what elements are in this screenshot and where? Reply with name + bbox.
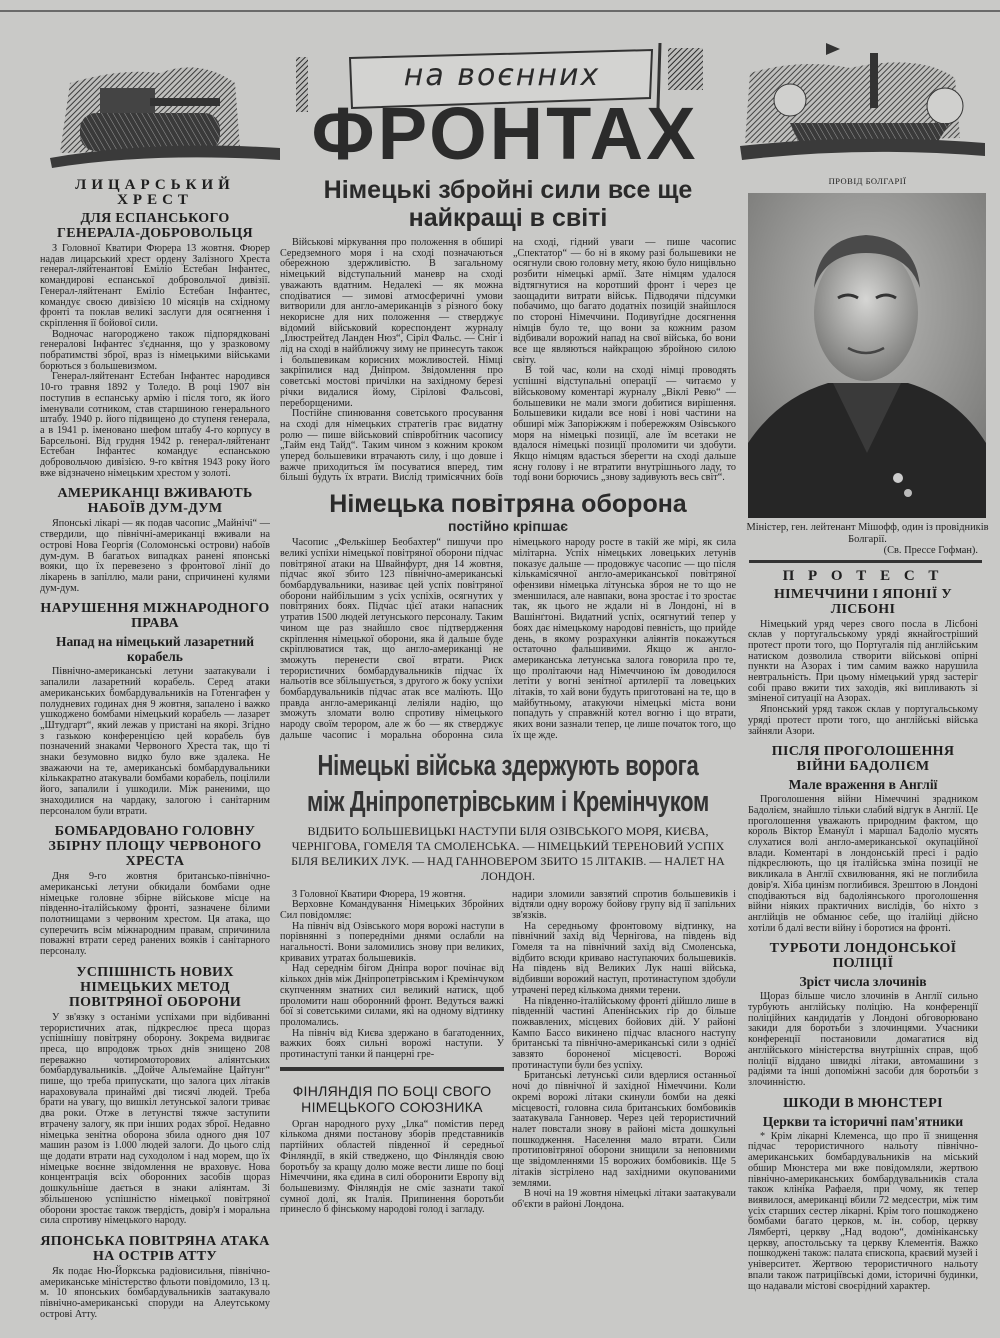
page-top-border <box>0 10 1000 12</box>
article <box>40 486 270 594</box>
masthead <box>0 28 1000 173</box>
photo-credit: (Св. Прессе Гофман). <box>883 545 978 556</box>
subheadline: постійно кріпшає <box>448 518 568 535</box>
headline: ФІНЛЯНДІЯ ПО БОЦІ СВОГО НІМЕЦЬКОГО СОЮЗНИКА <box>292 1082 492 1115</box>
portrait-photo <box>748 193 986 518</box>
paragraph: Постійне спинювання советського просування на сході для німецьких стратегів грає видатну ролю — пише військовий співробітник часопису „Тайм енд Тайд“. Таким чином з кожним кроком уперед большевики втрачають силу, і що довше і важче приходиться їм посуватися вперед, тим більші будуть їх втрати. Вислід тримісячних боїв на сході, гідний уваги — пише часопис „Спектатор“ — бо ні в якому разі большевики не осягнули свою головну мету, якою було нищівльно розбити німецькі армії. Зате німцям удалося відтягнутися на коротший фронт і через це заощадити витрати військ. Підводячи підсумки побачимо, що багато додатніх позицій знайшлося по стороні Німеччини. Подивуґідне досягнення німців було те, що вони за кожним разом відбивали ворожий напад на свої війська, бо вони все ще являються найкращою збройною силою світу. <box>280 237 736 484</box>
article <box>40 1234 270 1321</box>
article-body <box>40 1013 270 1227</box>
paragraph: Щораз більше число злочинів в Англії сильно турбують англійську поліцію. На конференції поліційних кандидатів у Лондоні обговорювано закиди для боротьби з злочинцями. Учасники конференції постановили домагатися від англійського міністерства внутрішніх справ, щоб поліції віддано швидкі літаки, автомашини з радіями та інші допоміжні засоби для боротьби з злочинністю. <box>748 991 978 1088</box>
article-subheadline: НІМЕЧЧИНИ І ЯПОНІЇ У ЛІСБОНІ <box>773 586 952 617</box>
paragraph: На північ від Озівського моря ворожі наступи в порівнянні з попередніми днями ослабли на нагальності. Вони заломились знову при великих, кривавих утратах большевиків. <box>280 920 504 964</box>
article-subheadline: ДЛЯ ЕСПАНСЬКОГО ГЕНЕРАЛА-ДОБРОВОЛЬЦЯ <box>57 211 253 241</box>
headline: Німецька повітряна оборона <box>329 490 687 519</box>
headline-line2-text: між Дніпропетрівським і Кремінчуком <box>307 784 709 818</box>
article <box>40 824 270 958</box>
paragraph: Часопис „Фелькішер Беобахтер“ пишучи про великі успіхи німецької повітряної оборони підчас повітряної атаки на Швайнфурт, дня 14 жовтня, підчас якої збито 123 північно-американські бомбардувальники, називає цей успіх повітряної оборони найбільшим з усіх успіхів, осягнутих у повітряних боях. Підчас цієї атаки напасник утратив 1500 людей летунського персоналу. Таким чином ще раз знайшло своє підтвердження скріплення німецької оборони, яка й дальше буде скріплюватися так, що англо-американці не зможуть перенести свої втрати. Риск терористичних бомбардувальників підчас їх нальотів все збільшується, з другого ж боку успіхи бомбардувальників підчас атак все маліють. Що правда англо-американці леліяли надію, що зможуть зломати волю спротиву німецького народу своїм терором, але ж бо — як стверджує дальше часопис і моральна оборонна сила німецького народу росте в такій же мірі, як сила мілітарна. Успіх німецьких ловецьких летунів показує дальше — продовжує часопис — що після кількамісячної англо-американської повітряної офензиви німецька літунська зброя не то що не зменшилася, але навпаки, вона зростає і то зростає так, як цього не ждали ні в Лондоні, ні в Вашінґтоні. Видатний успіх, осягнутий тепер у боях дає німецькому народові певність, що прийде день, в якому розрахунки аліянтів покажуться остаточно фальшивими. Якщо ж англо-американська летунська залога говорила про те, що пролітаючи над Німеччиною їм доводилося летіти у вогні зенітної артилерії та ловецьких літаків, то хай вони будуть приготовані на те, що в майбутньому, атакуючи німецькі міста вони попадуть у справжній котел вогню і що втрати, яких вони зазнали тепер, це лише початок того, що їх ще жде. <box>280 537 736 741</box>
paragraph: На середньому фронтовому відтинку, на північний захід від Чернігова, на південь від Гомеля та на північний захід від Смоленська, відбито всюди криваво наступаючих большевиків. На південь від Великих Лук наші війська, відбивши ворожий наступ, протинаступом здобули утрачені перед кількома днями терени. <box>512 920 736 996</box>
paragraph: Дня 9-го жовтня британсько-північно-американські летуни обкидали бомбами одне німецьке головне збірне військове місце на південно-італійському фронті, зазначене білими полотнищами з червоним хрестом. Ця атака, що суперечить всім міжнародним правам, спричинила поважні втрати серед ранених вояків і санітарного персоналу. <box>40 871 270 958</box>
article-body <box>280 538 736 741</box>
paragraph: В той час, коли на сході німці проводять успішні відступальні операції — читаємо у військовому коментарі журналу „Віклі Ревю“ — большевики не мали змоги добитися вирішення. Большевики кидали все нові і нові частини на обширі між Запоріжжям і побережжям Озівського моря на німецькі позиції, але їм всетаки не вдалося німецькі позиції проломити чи здобути. Якщо німцям вдасться зберегти на сході дальше ясну голову і не втратити внутрішнього ладу, то тоді вони борючись „знову задивують весь світ“. <box>513 365 736 484</box>
paragraph: Німецький уряд через свого посла в Лісбоні склав у португальському уряді якнайгостріший протест проти того, що Португалія під англійським натиском дозволила створити військові опірні пункти на Азорах і тим самим важко нарушила невтральність. При цьому німецький уряд застеріг собі право вжити тих заходів, які випливають зі зміненої ситуації на Азорах. <box>748 618 978 705</box>
paragraph: Верховне Командування Німецьких Збройних Сил повідомляє: <box>280 899 504 921</box>
paragraph: На північ від Києва здержано в багатоденних, важких боях сильні ворожі наступи. У протинаступі танки й панцерні гре- <box>280 1027 504 1061</box>
paragraph: Японський уряд також склав у португальському уряді протест проти того, що англійські війська зайняли Азори. <box>748 704 978 737</box>
article-body <box>748 1132 978 1293</box>
tank-illustration-icon <box>50 67 280 168</box>
article-headline: НАРУШЕННЯ МІЖНАРОДНОГО ПРАВА <box>40 601 270 632</box>
article-finland <box>280 1083 504 1216</box>
paragraph: Водночас нагороджено також підпорядковані генералові Інфантес з'єднання, що у зразковому побратимстві зброї, враз із німецькими військами борються з большевизмом. <box>40 328 270 372</box>
paragraph: Генерал-ляйтенант Естебан Інфантес народився 10-го травня 1892 у Толедо. В році 1907 він поступив в еспанську армію і після того, як його іменували сотником, став старшиною генерального штабу. 1940 р. його підвищено до ступеня генерала, а в 1941 р. іменовано шефом штабу 4-го корпусу в Барсельоні. Від грудня 1942 р. генерал-ляйтенант Естебан Інфантес командує еспанською добровольчою дивізією. 9-го квітня 1943 року його вже відзначено німецьким хрестом у золоті. <box>40 371 270 479</box>
headline-line1-text: Німецькі війська здержують ворога <box>317 748 699 782</box>
masthead-line1: на воєнних <box>403 58 601 93</box>
paragraph: Військові міркування про положення в обширі Середземного моря і на сході позначаються обережною здержливістю. В загальному німецький відступальний маневр на сході уважають вдатним. Недалекі — як можна сподіватися — зимові атмосферичні умови витворили для англо-американців з різного боку некорисне для них положення — стверджує відомий військовий кореспондент журналу „Ілюстрейтед Ланден Нюз“, Сіріл Фальс. — Сніг і лід на сході в найближчу зиму не принесуть також і большевикам корисних можливостей. Німці закріпилися над Дніпром. Звідомлення про советські мостові причілки на західному березі річки видалися йому, Сіріловi Фальсові, переборщеними. <box>280 237 503 409</box>
divider <box>749 560 982 563</box>
paragraph: З Головної Кватири Фюрера, 19 жовтня. <box>292 888 466 900</box>
article-subheadline: Церкви та історичні пам'ятники <box>762 1113 964 1129</box>
article-body <box>748 795 978 934</box>
photo-feature <box>745 176 990 563</box>
article <box>748 744 978 934</box>
headline: Німецькі збройні сили все ще найкращі в світі <box>323 176 693 232</box>
article-body <box>40 244 270 479</box>
photo-heading: ПРОВІД БОЛГАРІЇ <box>828 176 907 186</box>
front-report-column-right <box>512 890 736 1211</box>
center-column <box>280 176 736 1216</box>
article-headline: ШКОДИ В МЮНСТЕРІ <box>783 1095 943 1111</box>
article-headline: ТУРБОТИ ЛОНДОНСЬКОЇ ПОЛІЦІЇ <box>769 941 957 972</box>
article <box>748 1096 978 1293</box>
article <box>40 601 270 817</box>
article-body <box>280 238 736 484</box>
front-report-column-left <box>280 890 504 1061</box>
paragraph: На південно-італійському фронті дійшло лише в південній частині Апенінських гір до більше пожвавлених, місцевих бойових дій. У районі Кампо Бассо викинено підчас власного наступу британські та північно-американські сили з однієї завзято бороненої місцевості. Ворожі протинаступи були без успіху. <box>512 995 736 1071</box>
article-front-report <box>280 748 736 1217</box>
paragraph: Над середнім бігом Дніпра ворог почінає від кількох днів між Дніпропетрівським і Кремінчуком скупченням знатних сил великий натиск, щоб проломити наш оборонний фронт. Ведуться важкі бої зі советськими силами, які на одному відтинку проломались. <box>280 963 504 1028</box>
front-report-left-stack <box>280 890 504 1217</box>
masthead-title: ФРОНТАХ <box>311 92 699 175</box>
article-body <box>40 519 270 594</box>
paragraph: Британські летунські сили вдерлися останньої ночі до північної й західної Німеччини. Коли окремі ворожі літаки скинули бомби на деякі місцевості, головна сила британських бомбовиків заатакувала Ганновер. Через цей терористичний налет повстали знову в районі міста дошкульні пошкодження. Населення мало втрати. Сили протиповітряної оборони знищили за неповними ще звідомленнями 15 ворожих бомбовиків. Ще 5 літаків зістрілено над західними окупованими землями. <box>512 1070 736 1189</box>
article <box>40 178 270 479</box>
paragraph: У зв'язку з останіми успіхами при відбиванні терористичних атак, підкреслює преса щораз успішнішу повітряну оборону. Зокрема видвигає преса, що впродовж трьох днів знищено 208 переважно чотиромоторових аліянтських бомбардувальників. „Дойче Альґемайне Цайтунг“ пише, що треба припускати, що залога цих літаків нараховувала принаймі дві тисячі людей. Треба брати на увагу, що вишкіл летунської залоги триває два роки. Отже в летунстві тяжче заступити втрачену залогу, як при інших родах зброї. Недавно німецька зенітна оборона збила одного дня 107 машин разом із 1.000 людей залоги. До цього слід ще додати втрати над суходолом і над морем, що їх німецьке воєнне звідомлення не враховує. Нова концентрація всіх оборонних засобів щораз дошкульніше дається в знаки аліянтам. Зі збільшеною успішністю німецької повітряної оборони зростає також твердість, довір'я і моральна сила спротиву німецького народу. <box>40 1011 270 1227</box>
article-headline: УСПІШНІСТЬ НОВИХ НІМЕЦЬКИХ МЕТОД ПОВІТРЯНОЇ ОБОРОНИ <box>68 964 242 1010</box>
article-headline: ЯПОНСЬКА ПОВІТРЯНА АТАКА НА ОСТРІВ АТТУ <box>40 1233 270 1264</box>
front-report-columns <box>280 890 736 1217</box>
article-headline: АМЕРИКАНЦІ ВЖИВАЮТЬ НАБОЇВ ДУМ-ДУМ <box>57 486 253 517</box>
right-column-wrapper <box>745 176 990 1299</box>
article-body <box>40 872 270 958</box>
article <box>40 965 270 1227</box>
article-subheadline: Мале враження в Англії <box>788 777 938 793</box>
paragraph: Північно-американські летуни заатакували і запалили лазаретний корабель. Серед атаки американських бомбардувальників на Готенгафен у полудневих годинах дня 9 жовтня, запалено і важко ушкоджено бомбами німецький корабель — лазарет „Штудгарт“, який лежав у пристані на якорі. Згідно з газькою конференцією цей корабель був позначений знаками Червоного Хреста так, що ті знаки безумовно видко було вже здалека. Не зважаючи на те, американські бомбардувальники кількакратно атакували бомбами корабель, поцілили його, запалили і ушкодили. Між раненими, що знаходилися на чардаку, залогою і санітарним персоналом були втрати. <box>40 666 270 817</box>
front-report-subheadline: ВІДБИТО БОЛЬШЕВИЦЬКІ НАСТУПИ БІЛЯ ОЗІВСЬКОГО МОРЯ, КИЄВА, ЧЕРНІГОВА, ГОМЕЛЯ ТА СМОЛЕНСЬКА. — НІМЕЦЬКИЙ ТЕРЕНОВИЙ УСПІХ БІЛЯ ВЕЛИКИХ ЛУК. — НАД ГАННОВЕРОМ ЗБИТО 15 ЛІТАКІВ. — НАЛЕТ НА ЛОНДОН. <box>291 823 725 883</box>
paragraph: * Крім лікарні Клеменса, що про її знищення підчас терористичного нальоту північно-американських бомбардувальників на міський обшир Мюнстера ми вже повідомляли, жертвою північно-американських бомбардувальників стала також клініка Рафаеля, при чому, як тепер виявилося, американці вбили 72 медсестри, між тим усіх старших сестер лікарні. Крім того пошкоджено бомбами багато церков, м. ін. собор, церкву Лямберті, церкву „Над водою“, домініканську церкву, апостольську та церкву Клементія. Важко пошкоджені також: палата єпископа, краєвий музей і університет. Жертвою терористичного нальоту впали також патриціївські доми, історичні будинки, що надавали містові своєрідний характер. <box>748 1130 978 1292</box>
photo-caption: Міністер, ген. лейтенант Мішофф, один із провідників Болгарії. <box>746 522 989 545</box>
left-column <box>40 178 270 1327</box>
paragraph: З Головної Кватири Фюрера 13 жовтня. Фюрер надав лицарський хрест ордену Залізного Хреста генерал-ляйтенантові Еміліо Естебан Інфантес, командирові еспанської добровольчої дивізії. Генерал-ляйтенант Еміліо Естебан Інфантес, командує своєю дивізією 10 місяців на східному фронті та поклав великі заслуги для осягнення і скріплення її бойової сили. <box>40 243 270 329</box>
article-body <box>40 667 270 817</box>
article-subheadline: Зріст числа злочинів <box>799 974 927 990</box>
paragraph: надири зломили завзятий спротив большевиків і відтяли одну ворожу бойову групу від її запільних зв'язків. <box>512 888 736 921</box>
article-subheadline: Напад на німецький лазаретний корабель <box>55 634 255 665</box>
paragraph: Проголошення війни Німеччині зрадником Бадолієм, знайшло тільки слабий відгук в Англії. Це проголошення уважають природним фактом, що король Віктор Емануїл і маршал Бадоліо мусять слухатися волі англо-американської окупаційної влади. Коментарі в лондонській пресі і радіо підкреслюють, що ця італійська зміна позиції не викликала в Англії схвилювання, які не поглибила довір'я. Хіба цинізм поглибився. Зрештою в Лондоні сподіваються від бадоліянського проголошення війни ніяких практичних вислідів, бо ніхто з англійців не обманює себе, що італійці дійсно хотіли б далі вести війну і боротися на фронті. <box>748 794 978 934</box>
article-body <box>748 620 978 738</box>
headline-line2 <box>280 784 736 820</box>
article-headline: П Р О Т Е С Т <box>782 567 944 584</box>
article <box>748 941 978 1088</box>
warship-illustration-icon <box>740 43 985 160</box>
article-headline: ЛИЦАРСЬКИЙ ХРЕСТ <box>75 177 235 208</box>
paragraph: В ночі на 19 жовтня німецькі літаки заатакували об'єкти в районі Лондона. <box>512 1188 736 1210</box>
article-armed-forces <box>280 176 736 484</box>
paragraph: Орган народного руху „Ілка“ помістив перед кількома днями постанову зборів представників партійних областей південної й середньої Фінляндії, в якій стведжено, що Фінляндія свою боротьбу за кращу долю може вести лише по боці Німеччини, яка єдина в силі оборонити Европу від большевизму. Фінляндія не сміє зазнати такої сумної долі, як Італія. Припинення боротьби принесло б фінському народові голод і загладу. <box>280 1118 504 1216</box>
article-headline: БОМБАРДОВАНО ГОЛОВНУ ЗБІРНУ ПЛОЩУ ЧЕРВОНОГО ХРЕСТА <box>48 824 262 870</box>
article <box>748 569 978 738</box>
right-column <box>748 569 978 1293</box>
paragraph: Японські лікарі — як подав часопис „Майнічі“ — ствердили, що північні-американці вживали на острові Нова Георгія (Соломонські острови) набоїв дум-дум. В багатьох випадках ранені японські вояки, що їх перевезено з фронтової лінії до лікарень в запіллю, мали рани, спричинені кулями дум-дум. <box>40 518 270 594</box>
article-body <box>748 992 978 1088</box>
article-air-defence <box>280 490 736 741</box>
article-body <box>40 1267 270 1321</box>
divider <box>280 1067 504 1071</box>
article-headline: ПІСЛЯ ПРОГОЛОШЕННЯ ВІЙНИ БАДОЛІЄМ <box>771 744 955 775</box>
paragraph: Як подає Ню-Йоркська радіовисильня, північно-американське міністерство фльоти повідомило, 13 ц. м. 10 японських бомбардувальників заатакувало північно-американські споруди на Алеутському острові Атту. <box>40 1265 270 1320</box>
article-body <box>280 1120 504 1216</box>
